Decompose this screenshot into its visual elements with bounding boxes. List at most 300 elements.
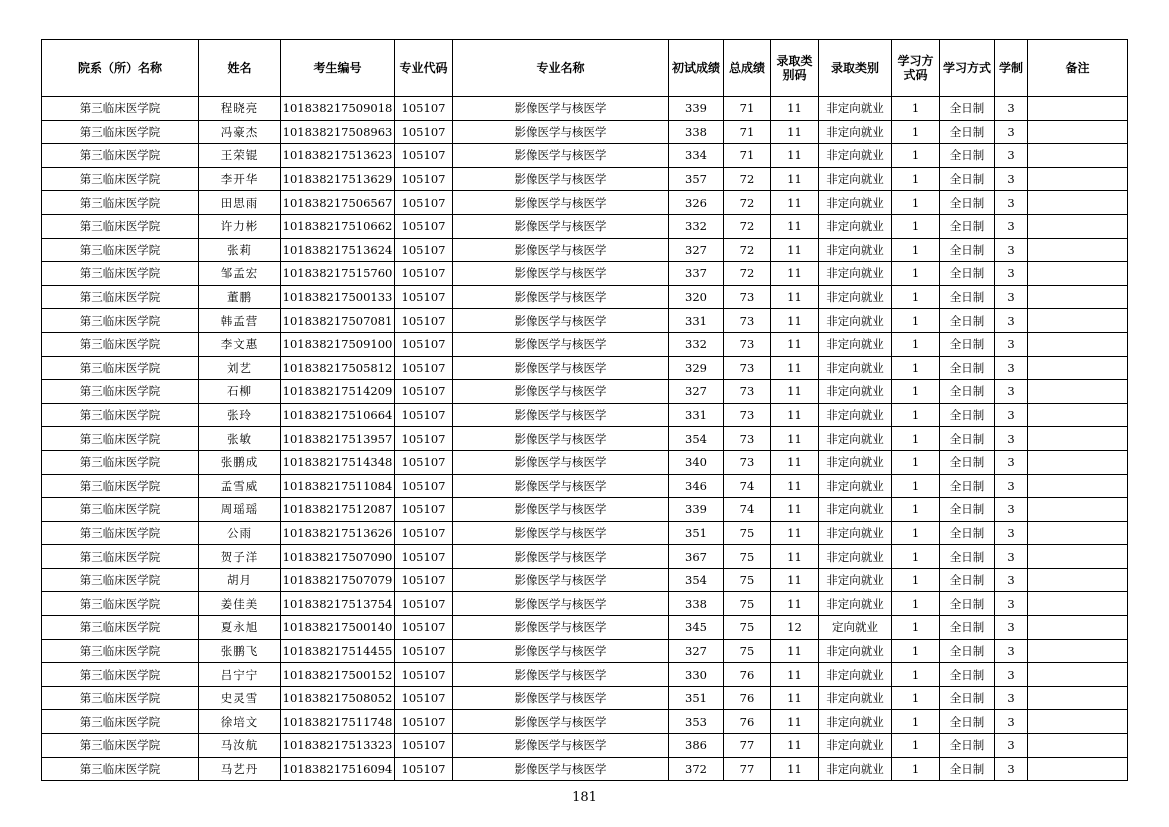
cell-duration: 3 [995, 450, 1028, 474]
cell-department: 第三临床医学院 [42, 332, 199, 356]
cell-remarks [1028, 734, 1128, 758]
cell-total-score: 75 [724, 545, 771, 569]
cell-remarks [1028, 639, 1128, 663]
cell-total-score: 73 [724, 403, 771, 427]
cell-major-code: 105107 [395, 592, 453, 616]
cell-admission-type: 非定向就业 [819, 238, 892, 262]
cell-prelim-score: 327 [669, 380, 724, 404]
cell-study-mode: 全日制 [940, 285, 995, 309]
cell-department: 第三临床医学院 [42, 616, 199, 640]
cell-candidate-id: 101838217506567 [281, 191, 395, 215]
cell-admission-type: 非定向就业 [819, 474, 892, 498]
cell-prelim-score: 351 [669, 521, 724, 545]
cell-candidate-id: 101838217514209 [281, 380, 395, 404]
table-row [42, 167, 1128, 191]
cell-major-code: 105107 [395, 214, 453, 238]
cell-remarks [1028, 686, 1128, 710]
cell-total-score: 75 [724, 568, 771, 592]
cell-department: 第三临床医学院 [42, 167, 199, 191]
cell-prelim-score: 331 [669, 403, 724, 427]
cell-major-name: 影像医学与核医学 [453, 285, 669, 309]
cell-study-mode: 全日制 [940, 686, 995, 710]
cell-major-code: 105107 [395, 734, 453, 758]
cell-admission-type-code: 11 [771, 97, 819, 121]
cell-study-mode: 全日制 [940, 592, 995, 616]
cell-candidate-id: 101838217509100 [281, 332, 395, 356]
cell-department: 第三临床医学院 [42, 592, 199, 616]
cell-duration: 3 [995, 214, 1028, 238]
cell-study-mode-code: 1 [892, 356, 940, 380]
cell-major-name: 影像医学与核医学 [453, 309, 669, 333]
cell-admission-type: 非定向就业 [819, 309, 892, 333]
cell-admission-type: 非定向就业 [819, 427, 892, 451]
table-row [42, 686, 1128, 710]
cell-study-mode-code: 1 [892, 285, 940, 309]
cell-study-mode: 全日制 [940, 498, 995, 522]
cell-major-name: 影像医学与核医学 [453, 380, 669, 404]
cell-total-score: 75 [724, 592, 771, 616]
cell-major-code: 105107 [395, 616, 453, 640]
cell-study-mode-code: 1 [892, 214, 940, 238]
cell-major-code: 105107 [395, 97, 453, 121]
cell-remarks [1028, 498, 1128, 522]
cell-admission-type-code: 11 [771, 663, 819, 687]
cell-major-code: 105107 [395, 356, 453, 380]
cell-remarks [1028, 309, 1128, 333]
header-major-code: 专业代码 [395, 40, 453, 97]
cell-major-code: 105107 [395, 309, 453, 333]
cell-candidate-id: 101838217511748 [281, 710, 395, 734]
cell-name: 贺子洋 [199, 545, 281, 569]
cell-department: 第三临床医学院 [42, 144, 199, 168]
cell-department: 第三临床医学院 [42, 710, 199, 734]
cell-remarks [1028, 332, 1128, 356]
table-row [42, 238, 1128, 262]
cell-duration: 3 [995, 686, 1028, 710]
table-row [42, 309, 1128, 333]
cell-prelim-score: 331 [669, 309, 724, 333]
cell-duration: 3 [995, 474, 1028, 498]
table-row [42, 474, 1128, 498]
cell-major-code: 105107 [395, 144, 453, 168]
cell-admission-type: 非定向就业 [819, 710, 892, 734]
cell-remarks [1028, 592, 1128, 616]
cell-prelim-score: 326 [669, 191, 724, 215]
cell-admission-type-code: 11 [771, 450, 819, 474]
cell-total-score: 77 [724, 734, 771, 758]
table-row [42, 120, 1128, 144]
cell-study-mode-code: 1 [892, 710, 940, 734]
cell-name: 韩孟营 [199, 309, 281, 333]
cell-admission-type: 非定向就业 [819, 191, 892, 215]
cell-admission-type-code: 11 [771, 262, 819, 286]
cell-study-mode: 全日制 [940, 120, 995, 144]
cell-major-name: 影像医学与核医学 [453, 639, 669, 663]
cell-major-name: 影像医学与核医学 [453, 592, 669, 616]
header-study-mode: 学习方式 [940, 40, 995, 97]
cell-admission-type: 非定向就业 [819, 332, 892, 356]
cell-total-score: 71 [724, 144, 771, 168]
cell-admission-type: 非定向就业 [819, 498, 892, 522]
cell-duration: 3 [995, 521, 1028, 545]
cell-department: 第三临床医学院 [42, 427, 199, 451]
table-row [42, 663, 1128, 687]
cell-study-mode-code: 1 [892, 380, 940, 404]
cell-duration: 3 [995, 734, 1028, 758]
cell-prelim-score: 372 [669, 757, 724, 781]
cell-admission-type-code: 11 [771, 498, 819, 522]
cell-admission-type-code: 11 [771, 120, 819, 144]
header-name: 姓名 [199, 40, 281, 97]
cell-study-mode: 全日制 [940, 403, 995, 427]
cell-study-mode-code: 1 [892, 521, 940, 545]
cell-candidate-id: 101838217508963 [281, 120, 395, 144]
cell-study-mode: 全日制 [940, 616, 995, 640]
cell-major-code: 105107 [395, 238, 453, 262]
cell-major-code: 105107 [395, 545, 453, 569]
table-row [42, 262, 1128, 286]
cell-major-name: 影像医学与核医学 [453, 262, 669, 286]
cell-total-score: 76 [724, 686, 771, 710]
cell-name: 许力彬 [199, 214, 281, 238]
cell-candidate-id: 101838217507081 [281, 309, 395, 333]
cell-name: 张玲 [199, 403, 281, 427]
cell-major-name: 影像医学与核医学 [453, 521, 669, 545]
cell-remarks [1028, 144, 1128, 168]
cell-total-score: 76 [724, 710, 771, 734]
cell-major-name: 影像医学与核医学 [453, 191, 669, 215]
cell-major-name: 影像医学与核医学 [453, 710, 669, 734]
cell-candidate-id: 101838217513957 [281, 427, 395, 451]
cell-remarks [1028, 427, 1128, 451]
table-row [42, 191, 1128, 215]
cell-duration: 3 [995, 427, 1028, 451]
cell-study-mode-code: 1 [892, 757, 940, 781]
cell-candidate-id: 101838217513754 [281, 592, 395, 616]
cell-study-mode-code: 1 [892, 238, 940, 262]
cell-major-code: 105107 [395, 120, 453, 144]
cell-remarks [1028, 474, 1128, 498]
cell-name: 程晓亮 [199, 97, 281, 121]
cell-department: 第三临床医学院 [42, 639, 199, 663]
cell-major-code: 105107 [395, 498, 453, 522]
cell-duration: 3 [995, 663, 1028, 687]
cell-major-name: 影像医学与核医学 [453, 167, 669, 191]
cell-study-mode: 全日制 [940, 568, 995, 592]
cell-admission-type-code: 11 [771, 710, 819, 734]
cell-prelim-score: 346 [669, 474, 724, 498]
cell-major-name: 影像医学与核医学 [453, 427, 669, 451]
cell-name: 张鹏飞 [199, 639, 281, 663]
cell-major-code: 105107 [395, 663, 453, 687]
cell-study-mode-code: 1 [892, 262, 940, 286]
cell-name: 史灵雪 [199, 686, 281, 710]
cell-name: 周瑶瑶 [199, 498, 281, 522]
cell-remarks [1028, 120, 1128, 144]
cell-department: 第三临床医学院 [42, 214, 199, 238]
cell-candidate-id: 101838217513624 [281, 238, 395, 262]
cell-major-name: 影像医学与核医学 [453, 97, 669, 121]
cell-admission-type-code: 11 [771, 686, 819, 710]
cell-major-name: 影像医学与核医学 [453, 450, 669, 474]
cell-admission-type: 非定向就业 [819, 686, 892, 710]
cell-candidate-id: 101838217513626 [281, 521, 395, 545]
table-row [42, 97, 1128, 121]
cell-prelim-score: 338 [669, 120, 724, 144]
cell-study-mode-code: 1 [892, 686, 940, 710]
cell-prelim-score: 357 [669, 167, 724, 191]
cell-study-mode: 全日制 [940, 427, 995, 451]
cell-duration: 3 [995, 97, 1028, 121]
cell-prelim-score: 330 [669, 663, 724, 687]
cell-name: 张敏 [199, 427, 281, 451]
cell-total-score: 73 [724, 309, 771, 333]
cell-remarks [1028, 191, 1128, 215]
cell-admission-type-code: 11 [771, 380, 819, 404]
table-row [42, 214, 1128, 238]
cell-study-mode-code: 1 [892, 144, 940, 168]
cell-study-mode: 全日制 [940, 663, 995, 687]
cell-major-code: 105107 [395, 450, 453, 474]
cell-admission-type-code: 11 [771, 757, 819, 781]
cell-duration: 3 [995, 309, 1028, 333]
cell-duration: 3 [995, 191, 1028, 215]
cell-total-score: 72 [724, 167, 771, 191]
cell-candidate-id: 101838217515760 [281, 262, 395, 286]
cell-remarks [1028, 214, 1128, 238]
table-row [42, 568, 1128, 592]
cell-study-mode: 全日制 [940, 474, 995, 498]
cell-admission-type-code: 11 [771, 545, 819, 569]
cell-prelim-score: 386 [669, 734, 724, 758]
cell-department: 第三临床医学院 [42, 663, 199, 687]
cell-duration: 3 [995, 639, 1028, 663]
cell-department: 第三临床医学院 [42, 450, 199, 474]
cell-prelim-score: 332 [669, 214, 724, 238]
cell-study-mode-code: 1 [892, 332, 940, 356]
header-candidate-id: 考生编号 [281, 40, 395, 97]
cell-remarks [1028, 356, 1128, 380]
cell-candidate-id: 101838217505812 [281, 356, 395, 380]
table-row [42, 592, 1128, 616]
cell-study-mode-code: 1 [892, 498, 940, 522]
cell-study-mode-code: 1 [892, 545, 940, 569]
cell-candidate-id: 101838217507090 [281, 545, 395, 569]
cell-department: 第三临床医学院 [42, 120, 199, 144]
cell-total-score: 72 [724, 191, 771, 215]
cell-admission-type: 非定向就业 [819, 120, 892, 144]
cell-duration: 3 [995, 498, 1028, 522]
cell-prelim-score: 329 [669, 356, 724, 380]
table-row [42, 545, 1128, 569]
cell-duration: 3 [995, 120, 1028, 144]
cell-study-mode: 全日制 [940, 97, 995, 121]
cell-prelim-score: 337 [669, 262, 724, 286]
cell-name: 冯豪杰 [199, 120, 281, 144]
cell-major-name: 影像医学与核医学 [453, 545, 669, 569]
cell-total-score: 73 [724, 332, 771, 356]
cell-remarks [1028, 167, 1128, 191]
cell-name: 徐培文 [199, 710, 281, 734]
cell-admission-type-code: 11 [771, 214, 819, 238]
cell-major-code: 105107 [395, 427, 453, 451]
cell-study-mode-code: 1 [892, 120, 940, 144]
header-admission-type-code: 录取类别码 [771, 40, 819, 97]
cell-duration: 3 [995, 167, 1028, 191]
table-row [42, 639, 1128, 663]
cell-major-name: 影像医学与核医学 [453, 568, 669, 592]
cell-total-score: 77 [724, 757, 771, 781]
cell-total-score: 73 [724, 285, 771, 309]
cell-admission-type: 非定向就业 [819, 639, 892, 663]
cell-department: 第三临床医学院 [42, 474, 199, 498]
cell-remarks [1028, 262, 1128, 286]
cell-study-mode-code: 1 [892, 450, 940, 474]
header-prelim-score: 初试成绩 [669, 40, 724, 97]
cell-major-code: 105107 [395, 191, 453, 215]
cell-admission-type: 非定向就业 [819, 568, 892, 592]
cell-prelim-score: 339 [669, 97, 724, 121]
cell-study-mode: 全日制 [940, 380, 995, 404]
cell-admission-type-code: 11 [771, 568, 819, 592]
table-row [42, 498, 1128, 522]
cell-study-mode: 全日制 [940, 734, 995, 758]
cell-remarks [1028, 238, 1128, 262]
cell-study-mode-code: 1 [892, 309, 940, 333]
cell-study-mode: 全日制 [940, 332, 995, 356]
cell-admission-type-code: 11 [771, 309, 819, 333]
cell-admission-type-code: 11 [771, 238, 819, 262]
cell-admission-type-code: 11 [771, 167, 819, 191]
cell-duration: 3 [995, 144, 1028, 168]
cell-candidate-id: 101838217510662 [281, 214, 395, 238]
header-admission-type: 录取类别 [819, 40, 892, 97]
table-row [42, 356, 1128, 380]
cell-prelim-score: 332 [669, 332, 724, 356]
cell-admission-type: 定向就业 [819, 616, 892, 640]
cell-candidate-id: 101838217507079 [281, 568, 395, 592]
cell-duration: 3 [995, 710, 1028, 734]
cell-study-mode: 全日制 [940, 238, 995, 262]
cell-name: 姜佳美 [199, 592, 281, 616]
cell-study-mode: 全日制 [940, 521, 995, 545]
cell-admission-type: 非定向就业 [819, 167, 892, 191]
cell-name: 马艺丹 [199, 757, 281, 781]
cell-major-name: 影像医学与核医学 [453, 403, 669, 427]
cell-candidate-id: 101838217513323 [281, 734, 395, 758]
cell-study-mode-code: 1 [892, 191, 940, 215]
cell-major-name: 影像医学与核医学 [453, 498, 669, 522]
cell-remarks [1028, 663, 1128, 687]
header-row [42, 40, 1128, 97]
page-number: 181 [572, 790, 597, 805]
cell-candidate-id: 101838217514348 [281, 450, 395, 474]
cell-study-mode-code: 1 [892, 403, 940, 427]
cell-duration: 3 [995, 403, 1028, 427]
cell-candidate-id: 101838217500140 [281, 616, 395, 640]
cell-candidate-id: 101838217513623 [281, 144, 395, 168]
cell-admission-type: 非定向就业 [819, 214, 892, 238]
cell-study-mode-code: 1 [892, 663, 940, 687]
cell-total-score: 76 [724, 663, 771, 687]
cell-remarks [1028, 545, 1128, 569]
cell-department: 第三临床医学院 [42, 521, 199, 545]
cell-department: 第三临床医学院 [42, 309, 199, 333]
cell-candidate-id: 101838217500133 [281, 285, 395, 309]
header-study-mode-code: 学习方式码 [892, 40, 940, 97]
cell-admission-type: 非定向就业 [819, 592, 892, 616]
cell-study-mode: 全日制 [940, 309, 995, 333]
cell-major-code: 105107 [395, 474, 453, 498]
cell-total-score: 73 [724, 356, 771, 380]
cell-total-score: 72 [724, 262, 771, 286]
table-row [42, 616, 1128, 640]
cell-duration: 3 [995, 285, 1028, 309]
cell-department: 第三临床医学院 [42, 686, 199, 710]
cell-prelim-score: 320 [669, 285, 724, 309]
cell-study-mode: 全日制 [940, 214, 995, 238]
cell-admission-type-code: 11 [771, 427, 819, 451]
cell-duration: 3 [995, 545, 1028, 569]
table-row [42, 710, 1128, 734]
header-total-score: 总成绩 [724, 40, 771, 97]
cell-major-code: 105107 [395, 710, 453, 734]
cell-candidate-id: 101838217513629 [281, 167, 395, 191]
cell-candidate-id: 101838217510664 [281, 403, 395, 427]
cell-major-name: 影像医学与核医学 [453, 734, 669, 758]
cell-admission-type-code: 11 [771, 356, 819, 380]
cell-study-mode-code: 1 [892, 568, 940, 592]
cell-total-score: 74 [724, 474, 771, 498]
cell-name: 吕宁宁 [199, 663, 281, 687]
cell-prelim-score: 338 [669, 592, 724, 616]
cell-total-score: 73 [724, 427, 771, 451]
cell-study-mode: 全日制 [940, 167, 995, 191]
cell-prelim-score: 351 [669, 686, 724, 710]
cell-prelim-score: 327 [669, 238, 724, 262]
cell-duration: 3 [995, 238, 1028, 262]
cell-prelim-score: 327 [669, 639, 724, 663]
cell-prelim-score: 367 [669, 545, 724, 569]
cell-total-score: 73 [724, 380, 771, 404]
cell-prelim-score: 339 [669, 498, 724, 522]
cell-department: 第三临床医学院 [42, 498, 199, 522]
cell-major-code: 105107 [395, 167, 453, 191]
cell-major-name: 影像医学与核医学 [453, 332, 669, 356]
cell-candidate-id: 101838217508052 [281, 686, 395, 710]
cell-study-mode-code: 1 [892, 167, 940, 191]
cell-remarks [1028, 616, 1128, 640]
cell-major-code: 105107 [395, 521, 453, 545]
cell-study-mode: 全日制 [940, 356, 995, 380]
cell-total-score: 72 [724, 238, 771, 262]
cell-major-name: 影像医学与核医学 [453, 616, 669, 640]
cell-total-score: 72 [724, 214, 771, 238]
cell-study-mode: 全日制 [940, 639, 995, 663]
cell-candidate-id: 101838217511084 [281, 474, 395, 498]
cell-admission-type: 非定向就业 [819, 545, 892, 569]
cell-prelim-score: 354 [669, 568, 724, 592]
cell-name: 邹孟宏 [199, 262, 281, 286]
cell-admission-type: 非定向就业 [819, 97, 892, 121]
cell-name: 胡月 [199, 568, 281, 592]
cell-prelim-score: 345 [669, 616, 724, 640]
cell-admission-type: 非定向就业 [819, 734, 892, 758]
cell-duration: 3 [995, 262, 1028, 286]
cell-remarks [1028, 710, 1128, 734]
cell-total-score: 75 [724, 616, 771, 640]
cell-major-code: 105107 [395, 639, 453, 663]
